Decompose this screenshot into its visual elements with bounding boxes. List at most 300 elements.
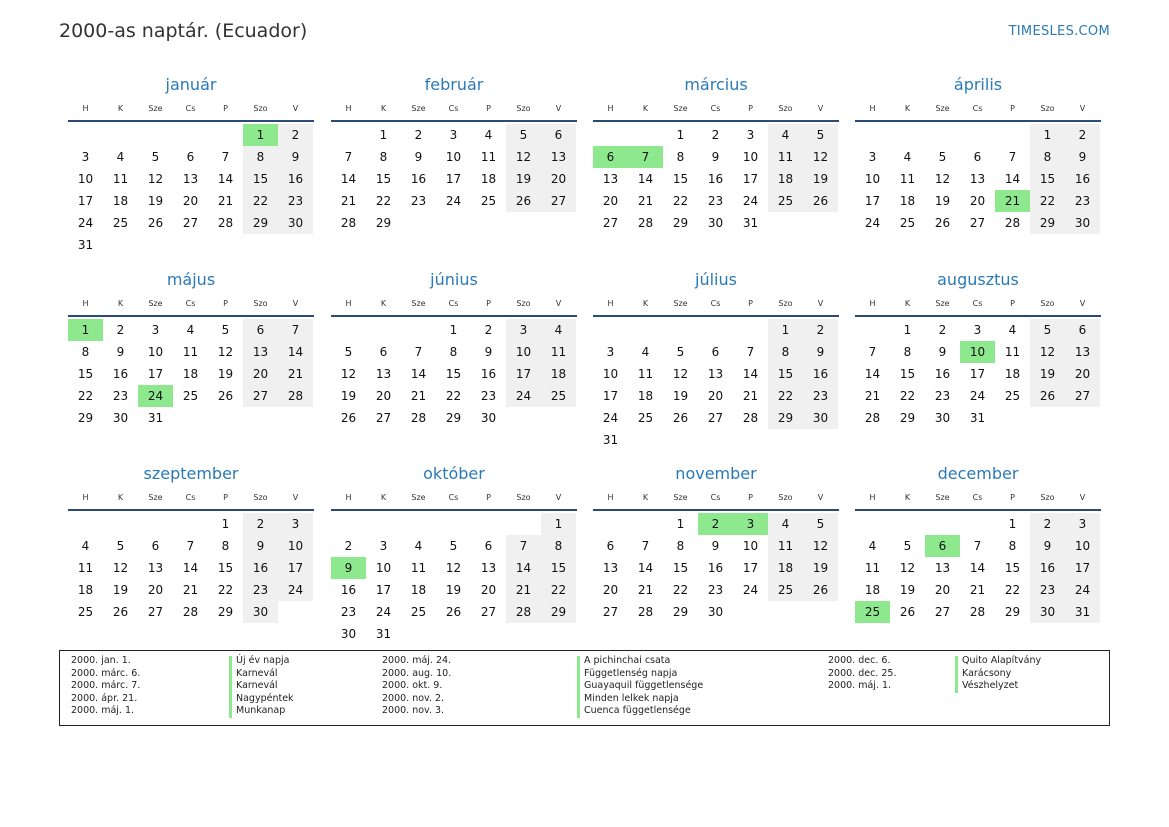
- day-cell: 13: [969, 172, 986, 186]
- empty-cell: [855, 124, 890, 146]
- weekday-label: Cs: [710, 299, 721, 308]
- day-cell: 14: [637, 172, 654, 186]
- calendar-week: [331, 212, 577, 234]
- day-cell: 23: [707, 194, 724, 208]
- day-cell: 8: [768, 341, 803, 363]
- weekday-label: Sze: [935, 299, 950, 308]
- empty-cell: [138, 513, 173, 535]
- holiday-name: Minden lelkek napja: [584, 692, 679, 704]
- day-cell: 29: [1004, 605, 1021, 619]
- day-cell: 28: [278, 385, 313, 407]
- day-cell: 14: [506, 557, 541, 579]
- day-cell: 21: [410, 389, 427, 403]
- day-cell: 14: [637, 561, 654, 575]
- day-cell: 11: [480, 150, 497, 164]
- day-cell: 22: [899, 389, 916, 403]
- empty-cell: [278, 407, 313, 429]
- day-cell: 4: [768, 513, 803, 535]
- weekday-label: P: [486, 299, 491, 308]
- calendar-week: [855, 579, 1101, 601]
- day-cell: 16: [410, 172, 427, 186]
- month-title: október: [423, 464, 485, 483]
- day-cell: 2: [1030, 513, 1065, 535]
- empty-cell: [628, 429, 663, 451]
- calendar-week: [331, 385, 577, 407]
- day-cell: 31: [969, 411, 986, 425]
- day-cell: 2: [711, 128, 720, 142]
- month-title: július: [695, 270, 737, 289]
- day-cell: 30: [934, 411, 951, 425]
- weekday-label: K: [117, 104, 124, 113]
- day-cell: 10: [864, 172, 881, 186]
- day-cell: 24: [864, 216, 881, 230]
- empty-cell: [68, 513, 103, 535]
- day-cell: 1: [1030, 124, 1065, 146]
- day-cell: 21: [506, 579, 541, 601]
- weekday-label: Szo: [516, 299, 531, 308]
- weekday-label: H: [869, 104, 876, 113]
- day-cell: 25: [899, 216, 916, 230]
- empty-cell: [471, 212, 506, 234]
- holiday-date: 2000. ápr. 21.: [71, 692, 138, 704]
- day-cell: 1: [449, 323, 458, 337]
- calendar-week: [68, 579, 314, 601]
- day-cell: 2: [344, 539, 353, 553]
- empty-cell: [138, 234, 173, 256]
- day-cell: 26: [803, 190, 838, 212]
- holiday-day-cell: 10: [960, 341, 995, 363]
- calendar-week: [331, 124, 577, 146]
- day-cell: 28: [742, 411, 759, 425]
- weekday-label: V: [817, 493, 824, 502]
- empty-cell: [628, 124, 663, 146]
- weekday-header: [68, 489, 314, 511]
- day-cell: 21: [637, 194, 654, 208]
- calendar-week: [855, 363, 1101, 385]
- weekday-label: Sze: [673, 493, 688, 502]
- weekday-label: K: [380, 493, 387, 502]
- calendar-week: [331, 190, 577, 212]
- calendar-week: [593, 601, 839, 623]
- day-cell: 5: [803, 513, 838, 535]
- weekday-header: [593, 489, 839, 511]
- day-cell: 17: [969, 367, 986, 381]
- day-cell: 20: [1065, 363, 1100, 385]
- day-cell: 12: [147, 172, 164, 186]
- calendar-week: [855, 513, 1101, 535]
- day-cell: 22: [445, 389, 462, 403]
- day-cell: 10: [375, 561, 392, 575]
- day-cell: 27: [969, 216, 986, 230]
- day-cell: 24: [445, 194, 462, 208]
- day-cell: 26: [112, 605, 129, 619]
- day-cell: 10: [278, 535, 313, 557]
- holiday-name: Nagypéntek: [236, 692, 294, 704]
- calendar-week: [855, 601, 1101, 623]
- legend-marker: [577, 656, 580, 718]
- day-cell: 8: [81, 345, 90, 359]
- holiday-day-cell: 1: [68, 319, 103, 341]
- calendar-week: [68, 319, 314, 341]
- day-cell: 9: [1030, 535, 1065, 557]
- empty-cell: [366, 319, 401, 341]
- calendar-week: [855, 212, 1101, 234]
- day-cell: 24: [742, 194, 759, 208]
- weekday-label: Cs: [710, 493, 721, 502]
- calendar-week: [331, 623, 577, 645]
- weekday-label: Cs: [972, 299, 983, 308]
- day-cell: 19: [147, 194, 164, 208]
- holiday-name: Karnevál: [236, 680, 278, 692]
- weekday-label: Sze: [935, 493, 950, 502]
- calendar-week: [593, 190, 839, 212]
- calendar-week: [593, 212, 839, 234]
- day-cell: 18: [864, 583, 881, 597]
- day-cell: 6: [711, 345, 720, 359]
- calendar-week: [68, 212, 314, 234]
- day-cell: 26: [803, 579, 838, 601]
- day-cell: 6: [151, 539, 160, 553]
- day-cell: 3: [1065, 513, 1100, 535]
- day-cell: 27: [243, 385, 278, 407]
- month-február: [331, 72, 577, 234]
- day-cell: 30: [112, 411, 129, 425]
- calendar-week: [855, 535, 1101, 557]
- month-június: [331, 267, 577, 429]
- empty-cell: [471, 513, 506, 535]
- day-cell: 7: [186, 539, 195, 553]
- month-december: [855, 461, 1101, 623]
- day-cell: 31: [1065, 601, 1100, 623]
- day-cell: 29: [375, 216, 392, 230]
- calendar-week: [331, 601, 577, 623]
- day-cell: 14: [864, 367, 881, 381]
- day-cell: 15: [445, 367, 462, 381]
- day-cell: 29: [77, 411, 94, 425]
- empty-cell: [138, 124, 173, 146]
- day-cell: 26: [506, 190, 541, 212]
- calendar-week: [593, 385, 839, 407]
- empty-cell: [436, 623, 471, 645]
- day-cell: 8: [243, 146, 278, 168]
- day-cell: 8: [676, 539, 685, 553]
- empty-cell: [243, 234, 278, 256]
- calendar-week: [855, 146, 1101, 168]
- day-cell: 30: [243, 601, 278, 623]
- day-cell: 9: [711, 150, 720, 164]
- site-link[interactable]: TIMESLES.COM: [1008, 24, 1110, 39]
- day-cell: 29: [672, 605, 689, 619]
- holiday-name: Quito Alapítvány: [962, 655, 1042, 666]
- day-cell: 19: [112, 583, 129, 597]
- day-cell: 4: [81, 539, 90, 553]
- day-cell: 28: [1004, 216, 1021, 230]
- day-cell: 17: [375, 583, 392, 597]
- weekday-label: V: [292, 493, 299, 502]
- day-cell: 18: [768, 168, 803, 190]
- empty-cell: [173, 407, 208, 429]
- month-title: február: [424, 75, 484, 94]
- empty-cell: [401, 212, 436, 234]
- day-cell: 13: [1065, 341, 1100, 363]
- day-cell: 21: [637, 583, 654, 597]
- weekday-label: H: [869, 493, 876, 502]
- day-cell: 12: [217, 345, 234, 359]
- day-cell: 21: [217, 194, 234, 208]
- page-title: 2000-as naptár. (Ecuador): [59, 20, 308, 42]
- day-cell: 5: [344, 345, 353, 359]
- empty-cell: [593, 319, 628, 341]
- calendar-week: [331, 146, 577, 168]
- day-cell: 29: [217, 605, 234, 619]
- day-cell: 11: [182, 345, 199, 359]
- day-cell: 14: [182, 561, 199, 575]
- empty-cell: [506, 212, 541, 234]
- day-cell: 23: [1030, 579, 1065, 601]
- day-cell: 20: [147, 583, 164, 597]
- calendar-week: [331, 513, 577, 535]
- empty-cell: [733, 319, 768, 341]
- weekday-label: K: [904, 104, 911, 113]
- day-cell: 26: [934, 216, 951, 230]
- day-cell: 1: [1008, 517, 1017, 531]
- calendar-week: [331, 557, 577, 579]
- holiday-name: Cuenca függetlensége: [584, 705, 691, 717]
- weekday-label: P: [486, 104, 491, 113]
- holiday-day-cell: 6: [925, 535, 960, 557]
- weekday-label: P: [748, 299, 753, 308]
- day-cell: 22: [77, 389, 94, 403]
- day-cell: 5: [938, 150, 947, 164]
- day-cell: 4: [641, 345, 650, 359]
- day-cell: 27: [707, 411, 724, 425]
- month-szeptember: [68, 461, 314, 623]
- weekday-label: P: [486, 493, 491, 502]
- day-cell: 24: [375, 605, 392, 619]
- day-cell: 16: [934, 367, 951, 381]
- day-cell: 5: [506, 124, 541, 146]
- empty-cell: [68, 124, 103, 146]
- empty-cell: [506, 407, 541, 429]
- holiday-name: Új év napja: [236, 655, 290, 666]
- calendar-week: [855, 168, 1101, 190]
- day-cell: 4: [186, 323, 195, 337]
- holiday-date: 2000. máj. 1.: [828, 680, 892, 692]
- empty-cell: [103, 513, 138, 535]
- weekday-label: V: [555, 104, 562, 113]
- day-cell: 28: [864, 411, 881, 425]
- empty-cell: [401, 623, 436, 645]
- day-cell: 18: [182, 367, 199, 381]
- day-cell: 8: [903, 345, 912, 359]
- day-cell: 18: [112, 194, 129, 208]
- weekday-label: Cs: [448, 104, 459, 113]
- calendar-week: [593, 341, 839, 363]
- day-cell: 21: [278, 363, 313, 385]
- calendar-week: [68, 234, 314, 256]
- day-cell: 12: [445, 561, 462, 575]
- holiday-name: A pichinchai csata: [584, 655, 671, 666]
- day-cell: 3: [81, 150, 90, 164]
- day-cell: 5: [221, 323, 230, 337]
- day-cell: 16: [480, 367, 497, 381]
- day-cell: 16: [1030, 557, 1065, 579]
- weekday-label: K: [117, 493, 124, 502]
- weekday-label: V: [292, 104, 299, 113]
- holiday-date: 2000. nov. 2.: [382, 692, 445, 704]
- month-title: március: [684, 75, 748, 94]
- weekday-label: Sze: [411, 104, 426, 113]
- day-cell: 10: [742, 539, 759, 553]
- weekday-label: K: [117, 299, 124, 308]
- day-cell: 11: [768, 535, 803, 557]
- day-cell: 4: [868, 539, 877, 553]
- weekday-label: P: [748, 104, 753, 113]
- day-cell: 7: [414, 345, 423, 359]
- empty-cell: [173, 124, 208, 146]
- day-cell: 18: [77, 583, 94, 597]
- day-cell: 23: [934, 389, 951, 403]
- day-cell: 5: [449, 539, 458, 553]
- holiday-date: 2000. nov. 3.: [382, 705, 445, 717]
- month-title: november: [675, 464, 757, 483]
- weekday-label: K: [380, 104, 387, 113]
- day-cell: 29: [1030, 212, 1065, 234]
- day-cell: 31: [742, 216, 759, 230]
- empty-cell: [768, 212, 803, 234]
- day-cell: 19: [803, 557, 838, 579]
- day-cell: 25: [637, 411, 654, 425]
- empty-cell: [593, 124, 628, 146]
- weekday-label: K: [380, 299, 387, 308]
- day-cell: 2: [803, 319, 838, 341]
- day-cell: 3: [379, 539, 388, 553]
- day-cell: 30: [1030, 601, 1065, 623]
- day-cell: 12: [506, 146, 541, 168]
- day-cell: 2: [414, 128, 423, 142]
- calendar-week: [68, 535, 314, 557]
- day-cell: 6: [606, 539, 615, 553]
- day-cell: 28: [969, 605, 986, 619]
- calendar-week: [68, 513, 314, 535]
- weekday-label: Sze: [673, 299, 688, 308]
- weekday-label: H: [345, 104, 352, 113]
- day-cell: 8: [541, 535, 576, 557]
- day-cell: 22: [768, 385, 803, 407]
- weekday-label: K: [642, 299, 649, 308]
- day-cell: 2: [278, 124, 313, 146]
- day-cell: 11: [112, 172, 129, 186]
- day-cell: 5: [116, 539, 125, 553]
- day-cell: 1: [541, 513, 576, 535]
- day-cell: 25: [1004, 389, 1021, 403]
- day-cell: 25: [541, 385, 576, 407]
- weekday-label: Szo: [516, 493, 531, 502]
- day-cell: 29: [899, 411, 916, 425]
- day-cell: 11: [410, 561, 427, 575]
- holiday-legend: [59, 650, 1110, 726]
- calendar-week: [855, 385, 1101, 407]
- weekday-label: V: [292, 299, 299, 308]
- weekday-header: [68, 295, 314, 317]
- day-cell: 14: [410, 367, 427, 381]
- weekday-header: [855, 100, 1101, 122]
- empty-cell: [663, 319, 698, 341]
- day-cell: 7: [746, 345, 755, 359]
- day-cell: 28: [637, 605, 654, 619]
- day-cell: 25: [77, 605, 94, 619]
- day-cell: 29: [445, 411, 462, 425]
- day-cell: 3: [151, 323, 160, 337]
- day-cell: 30: [278, 212, 313, 234]
- empty-cell: [331, 319, 366, 341]
- day-cell: 26: [147, 216, 164, 230]
- day-cell: 25: [112, 216, 129, 230]
- calendar-week: [331, 535, 577, 557]
- day-cell: 15: [672, 561, 689, 575]
- day-cell: 10: [506, 341, 541, 363]
- day-cell: 21: [742, 389, 759, 403]
- day-cell: 17: [742, 561, 759, 575]
- calendar-week: [855, 190, 1101, 212]
- holiday-day-cell: 24: [138, 385, 173, 407]
- day-cell: 28: [506, 601, 541, 623]
- calendar-week: [855, 341, 1101, 363]
- weekday-label: Szo: [253, 493, 268, 502]
- month-július: [593, 267, 839, 451]
- holiday-day-cell: 2: [698, 513, 733, 535]
- day-cell: 12: [803, 535, 838, 557]
- day-cell: 1: [903, 323, 912, 337]
- day-cell: 17: [1065, 557, 1100, 579]
- empty-cell: [628, 513, 663, 535]
- month-title: augusztus: [937, 270, 1019, 289]
- day-cell: 16: [243, 557, 278, 579]
- day-cell: 9: [484, 345, 493, 359]
- day-cell: 20: [541, 168, 576, 190]
- calendar-week: [331, 579, 577, 601]
- day-cell: 1: [676, 128, 685, 142]
- day-cell: 16: [112, 367, 129, 381]
- empty-cell: [331, 124, 366, 146]
- day-cell: 8: [379, 150, 388, 164]
- weekday-label: Szo: [778, 299, 793, 308]
- empty-cell: [1065, 407, 1100, 429]
- holiday-day-cell: 1: [243, 124, 278, 146]
- holiday-name: Függetlenség napja: [584, 667, 678, 679]
- day-cell: 17: [278, 557, 313, 579]
- day-cell: 15: [243, 168, 278, 190]
- weekday-label: Cs: [972, 104, 983, 113]
- day-cell: 13: [480, 561, 497, 575]
- calendar-week: [68, 341, 314, 363]
- calendar-week: [593, 579, 839, 601]
- weekday-label: K: [904, 493, 911, 502]
- day-cell: 31: [375, 627, 392, 641]
- day-cell: 18: [768, 557, 803, 579]
- day-cell: 17: [506, 363, 541, 385]
- empty-cell: [733, 601, 768, 623]
- day-cell: 17: [864, 194, 881, 208]
- day-cell: 27: [147, 605, 164, 619]
- day-cell: 5: [1030, 319, 1065, 341]
- day-cell: 22: [375, 194, 392, 208]
- calendar-week: [68, 557, 314, 579]
- day-cell: 24: [602, 411, 619, 425]
- calendar-week: [593, 319, 839, 341]
- holiday-date: 2000. okt. 9.: [382, 680, 443, 692]
- day-cell: 9: [803, 341, 838, 363]
